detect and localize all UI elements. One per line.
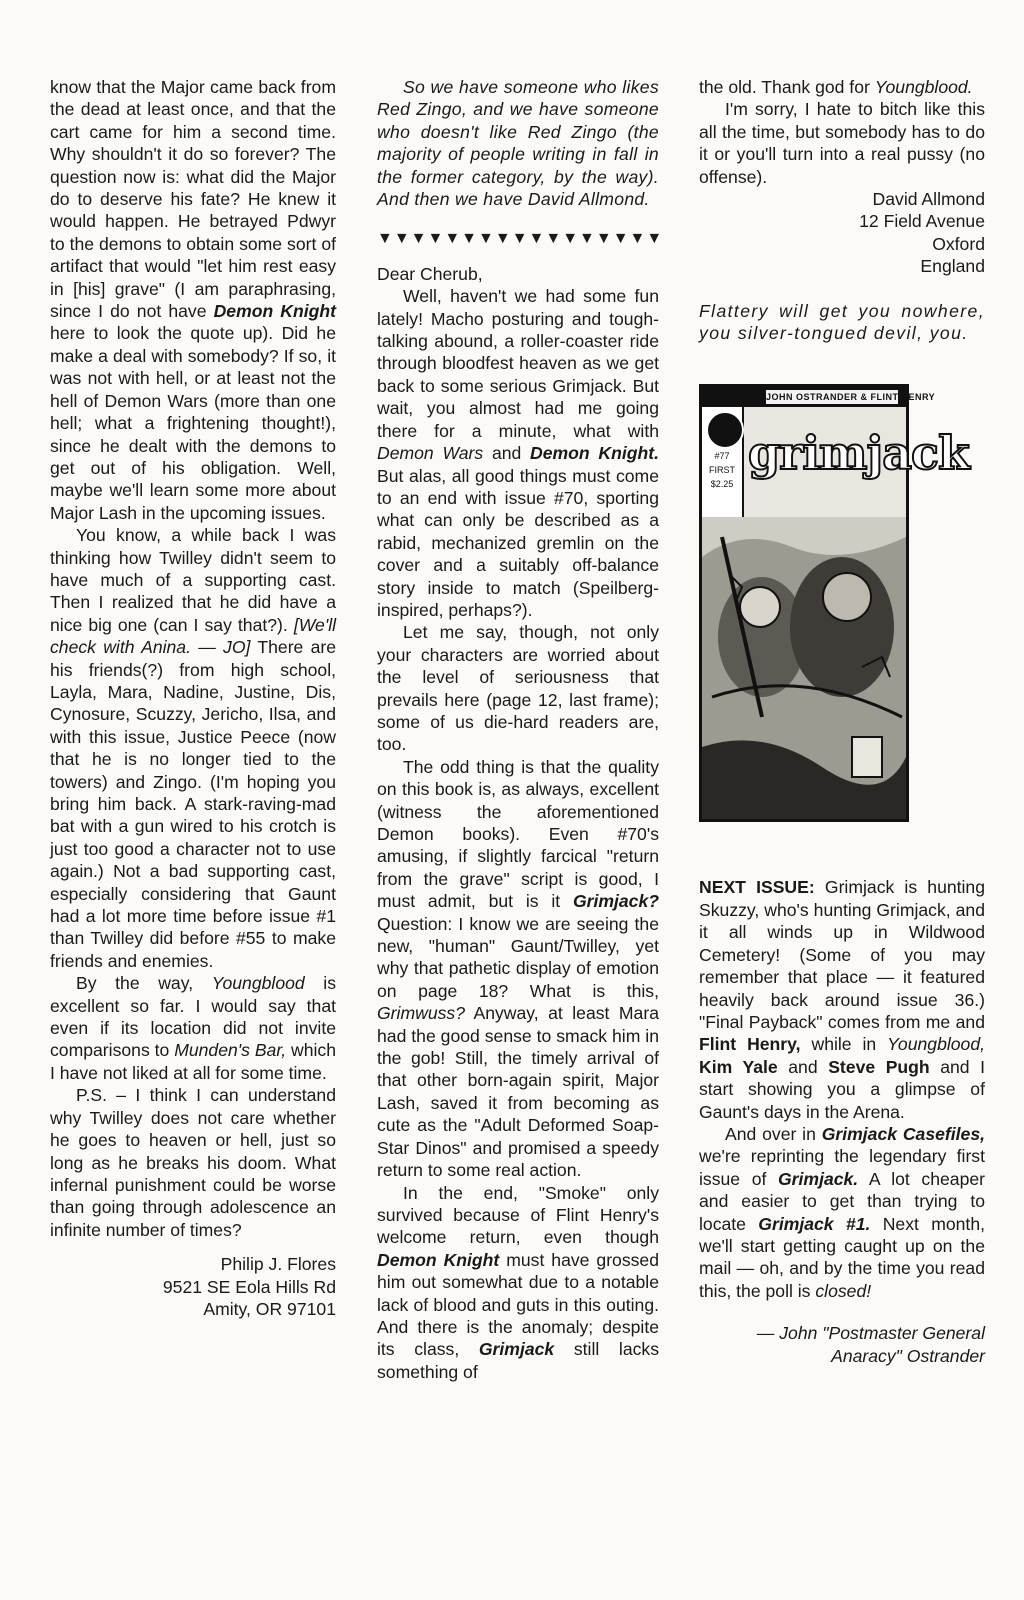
signature-name: Philip J. Flores: [220, 1254, 336, 1275]
signature-address: Oxford: [932, 233, 985, 254]
cover-sidebar: [702, 407, 744, 517]
editor-note: [We'll check with Anina. — JO]: [50, 614, 337, 658]
next-issue-paragraph: NEXT ISSUE: Grimjack is hunting Skuzzy, who's hunting Grimjack, and it all winds up in Wildwood Cemetery! (Some of you may remember that place — it featured heavily back around issue 36.) "Final Payback" comes from me and Flint Henry, while in Youngblood, Kim Yale and Steve Pugh and I start showing you a glimpse of Gaunt's days in the Arena.: [699, 877, 986, 1122]
letter-paragraph: know that the Major came back from the dead at least once, and that the cart came for him a second time. Why shouldn't it do so forever? The question now is: what did the Major do to deserve his fate? He knew it would happen. He betrayed Pdwyr to the demons to obtain some sort of artifact that would "let him rest easy in [his] grave" (I am paraphrasing, since I do not have Demon Knight here to look the quote up). Did he make a deal with somebody? If so, it was not with hell, or at least not the hell of Demon Wars (more than one hell; what a frightening thought!), since he dealt with the demons to get out of his obligation. Well, maybe we'll learn some more about Major Lash in the upcoming issues.: [50, 77, 336, 523]
letter-paragraph: In the end, "Smoke" only survived because of Flint Henry's welcome return, even though Demon Knight must have grossed him out somewhat due to a notable lack of blood and guts in this outing. And there is the anomaly; despite its class, Grimjack still lacks something of: [377, 1182, 659, 1382]
letter-paragraph: You know, a while back I was thinking how Twilley didn't seem to have much of a supporting cast. Then I realized that he did have a nice big one (can I say that?). [We'll check with Anina. — JO] There are his friends(?) from high school, Layla, Mara, Nadine, Justine, Dis, Cynosure, Scuzzy, Jericho, Ilsa, and with this issue, Justice Peece (now that he is no longer tied to the towers) and Zingo. (I'm hoping you bring him back. A stark-raving-mad bat with a gun wired to his crotch is just too good a character not to use again.) Not a bad supporting cast, especially considering that Gaunt had a lot more time before issue #1 than Twilley did before #55 to make friends and enemies.: [50, 525, 337, 971]
letter-paragraph: P.S. – I think I can understand why Twilley does not care whether he goes to heaven or hell, just so long as he breaks his doom. What infernal punishment could be worse than going through adolescence an infinite number of times?: [50, 1085, 336, 1240]
letter-greeting: Dear Cherub,: [377, 263, 483, 284]
next-issue-paragraph: And over in Grimjack Casefiles, we're reprinting the legendary first issue of Grimjack. A lot cheaper and easier to get than trying to locate Grimjack #1. Next month, we'll start getting caught up on the mail — oh, and by the time you read this, the poll is closed!: [699, 1123, 986, 1301]
letter-paragraph: Well, haven't we had some fun lately! Macho posturing and tough-talking abound, a roller-coaster ride through bloodfest heaven as we get back to some serious Grimjack. But wait, you almost had me going there for a minute, what with Demon Wars and Demon Knight. But alas, all good things must come to an end with issue #70, sporting what can only be described as a rabid, mechanized gremlin on the cover and a suitably off-balance story inside to match (Speilberg-inspired, perhaps?).: [377, 286, 659, 620]
section-divider: ▼▼▼▼▼▼▼▼▼▼▼▼▼▼▼▼▼: [377, 230, 664, 248]
cover-logo: grimjack: [748, 426, 969, 481]
cover-price: $2.25: [710, 479, 734, 490]
comic-cover-image: [699, 384, 969, 822]
letter-paragraph: The odd thing is that the quality on this book is, as always, excellent (witness the aforementioned Demon books). Even #70's amusing, if slightly farcical "return from the grave" script is good, I must admit, but is it Grimjack? Question: I know we are seeing the new, "human" Gaunt/Twilley, yet why that pathetic display of emotion on page 18? What is this, Grimwuss? Anyway, at least Mara had the good sense to smack him in the gob! Still, the timely arrival of that other born-again spirit, Major Lash, saved it from becoming as cute as the "Adult Deformed Soap-Star Dinos" and promised a speedy return to some real action.: [377, 756, 659, 1181]
editor-signoff: — John "Postmaster General: [756, 1323, 985, 1344]
letter-paragraph: the old. Thank god for Youngblood.: [699, 77, 973, 97]
cover-issue-number: #77: [714, 451, 730, 462]
cover-publisher: FIRST: [709, 465, 735, 476]
cover-artwork: [702, 517, 906, 819]
editor-signoff: Anaracy" Ostrander: [831, 1345, 985, 1366]
editor-response: So we have someone who likes Red Zingo, and we have someone who doesn't like Red Zingo (the majority of people writing in fall in the former category, by the way). And then we have David Allmond.: [377, 77, 659, 210]
signature-name: David Allmond: [872, 189, 985, 210]
editor-response: Flattery will get you nowhere, you silver-tongued devil, you.: [699, 300, 985, 344]
signature-address: Amity, OR 97101: [203, 1298, 336, 1319]
column-3: [699, 76, 985, 1367]
letter-paragraph: Let me say, though, not only your characters are worried about the level of seriousness that prevails here (page 12, last frame); some of us die-hard readers are, too.: [377, 622, 659, 755]
signature-address: England: [920, 256, 985, 277]
signature-address: 9521 SE Eola Hills Rd: [162, 1276, 336, 1297]
star-badge-icon: [706, 411, 744, 449]
letter-paragraph: I'm sorry, I hate to bitch like this all the time, but somebody has to do it or you'll turn into a real pussy (no offense).: [699, 99, 985, 187]
letter-paragraph: By the way, Youngblood is excellent so far. I would say that even if its location did not invite comparisons to Munden's Bar, which I have not liked at all for some time.: [50, 973, 337, 1083]
cover-credits: JOHN OSTRANDER & FLINT HENRY: [766, 392, 936, 403]
column-2: [377, 76, 664, 1383]
column-1: [50, 76, 336, 1320]
signature-address: 12 Field Avenue: [859, 211, 985, 232]
